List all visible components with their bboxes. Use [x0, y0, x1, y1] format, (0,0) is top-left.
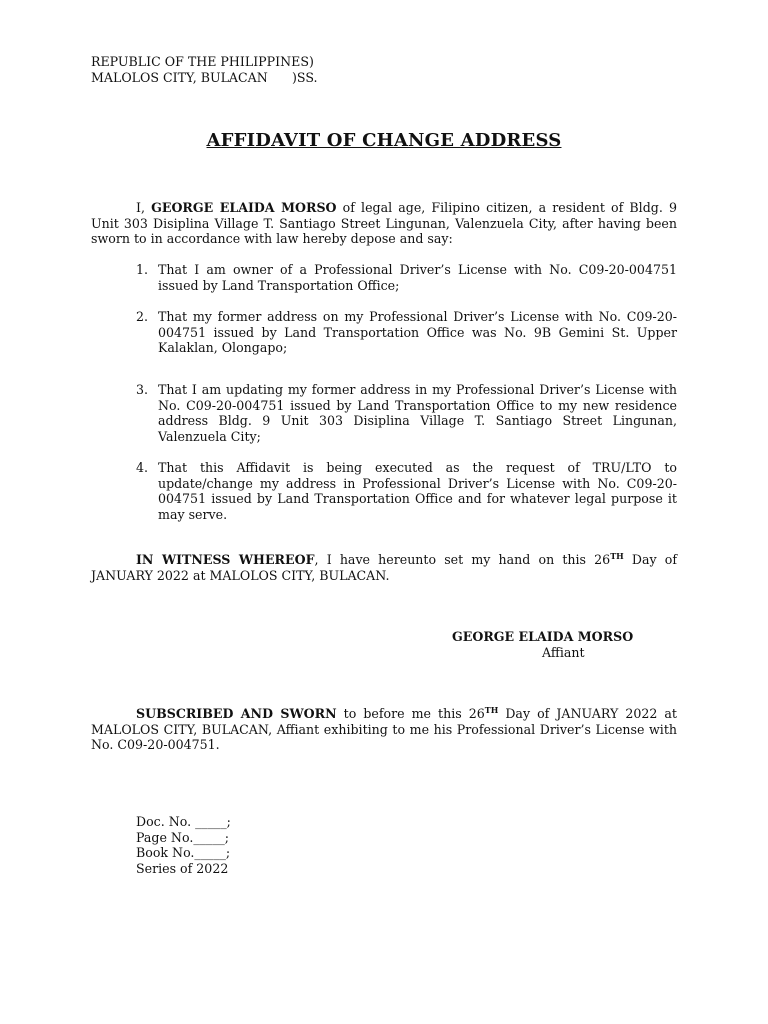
affiant-label: Affiant	[542, 644, 585, 660]
witness-text-1: , I have hereunto set my hand on this 26	[314, 552, 611, 567]
witness-text-2: Day of JANUARY 2022 at MALOLOS CITY, BULACAN.	[91, 552, 677, 583]
jurat-lead: SUBSCRIBED AND SWORN	[136, 706, 337, 721]
doc-number: Doc. No. _____;	[136, 814, 231, 829]
venue-block	[91, 54, 318, 86]
jurat-paragraph	[91, 706, 677, 753]
page-number: Page No._____;	[136, 829, 230, 845]
book-number: Book No._____;	[136, 845, 231, 861]
document-title: AFFIDAVIT OF CHANGE ADDRESS	[206, 130, 562, 151]
witness-paragraph	[91, 552, 677, 583]
intro-text: of legal age, Filipino citizen, a resident of Bldg. 9 Unit 303 Disiplina Village T. Santiago Street Lingunan, Valenzuela City, after having been sworn to in accordance with law hereby depose and say:	[91, 200, 677, 247]
series-year: Series of 2022	[136, 860, 229, 876]
affiant-name: GEORGE ELAIDA MORSO	[452, 629, 634, 644]
jurat-text-2: Day of JANUARY 2022 at MALOLOS CITY, BULACAN, Affiant exhibiting to me his Professional Driver’s License with No. C09-20-004751.	[91, 706, 677, 753]
venue-line-city	[91, 70, 318, 86]
item-number: 1.	[136, 262, 149, 277]
intro-name: GEORGE ELAIDA MORSO	[151, 200, 337, 215]
item-number: 3.	[136, 382, 149, 397]
venue-line-republic: REPUBLIC OF THE PHILIPPINES)	[91, 54, 314, 69]
venue-city: MALOLOS CITY, BULACAN	[91, 70, 268, 85]
item-text: That I am owner of a Professional Driver’s License with No. C09-20-004751 issued by Land Transportation Office;	[158, 262, 677, 293]
intro-prefix: I,	[136, 200, 152, 215]
witness-lead: IN WITNESS WHEREOF	[136, 552, 315, 567]
item-text: That I am updating my former address in my Professional Driver’s License with No. C09-20-004751 issued by Land Transportation Office to my new residence address Bldg. 9 Unit 303 Disiplina Village T. Santiago Street Lingunan, Valenzuela City;	[158, 382, 677, 444]
jurat-superscript: TH	[484, 704, 499, 715]
witness-superscript: TH	[610, 550, 624, 561]
signature-block	[452, 629, 632, 660]
notarial-register	[136, 814, 231, 876]
jurat-text-1: to before me this 26	[336, 706, 485, 721]
item-text: That my former address on my Professional Driver’s License with No. C09-20-004751 issued by Land Transportation Office was No. 9B Gemini St. Upper Kalaklan, Olongapo;	[158, 309, 677, 356]
item-number: 2.	[136, 309, 149, 324]
intro-paragraph	[91, 200, 677, 247]
item-number: 4.	[136, 460, 149, 475]
item-text: That this Affidavit is being executed as the request of TRU/LTO to update/change my address in Professional Driver’s License with No. C09-20-004751 issued by Land Transportation Office and for whatever legal purpose it may serve.	[158, 460, 677, 522]
venue-ss: )SS.	[292, 70, 318, 85]
